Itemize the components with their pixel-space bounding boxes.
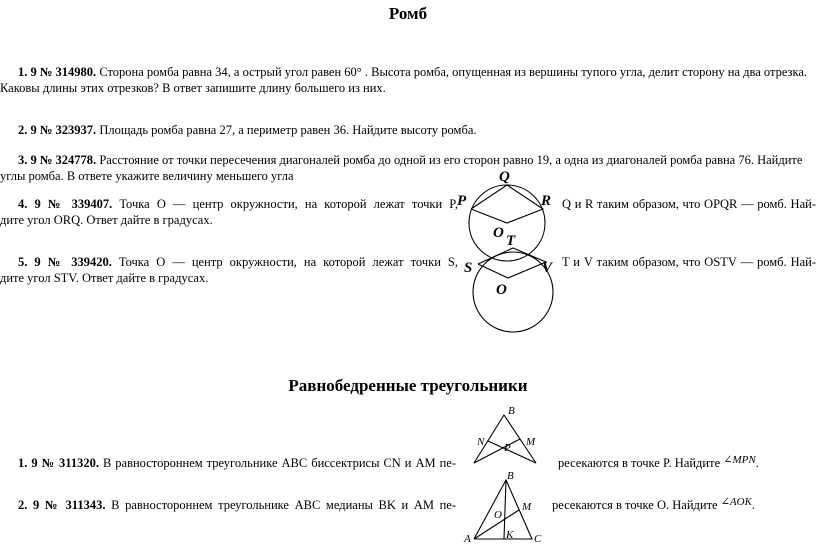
label-b: B [507,470,514,482]
problem-text: ресекаются в точке O. Найдите [552,498,718,512]
label-m: M [526,436,536,448]
label-a: A [464,533,471,545]
problem-number: 2. 9 № 311343. [18,498,106,512]
problem-s2-1-right [558,455,816,473]
figure-triangle-bisectors [470,405,550,467]
label-n: N [477,436,485,448]
problem-s2-2-right [552,497,816,515]
problem-s2-2 [18,497,456,514]
problem-1 [18,64,816,81]
label-t: T [506,233,516,249]
angle-expression: ∠MPN [723,454,756,466]
problem-3-line2: углы ромба. В ответе укажите величину меньшего угла [0,169,294,183]
problem-2 [18,122,798,139]
label-o: O [493,225,504,241]
problem-text: Точка O — центр окружности, на которой лежат точки P, [119,197,458,211]
problem-5-right: T и V таким образом, что OSTV — ромб. Най- [562,255,816,269]
figure-triangle-medians [462,468,552,545]
problem-number: 1. 9 № 311320. [18,456,99,470]
problem-number: 1. 9 № 314980. [18,65,97,79]
label-r: R [541,193,552,209]
problem-text: Расстояние от точки пересечения диагоналей ромба до одной из его сторон равно 19, а одна из диагоналей ромба равна 76. Найдите [99,153,803,167]
label-o: O [494,509,502,521]
label-c: C [534,533,542,545]
figure-rhombus-ostv [460,232,560,342]
problem-text: Точка O — центр окружности, на которой лежат точки S, [118,255,459,269]
problem-4-right: Q и R таким образом, что OPQR — ромб. Най- [562,197,816,211]
label-m: M [522,501,532,513]
problem-text: В равностороннем треугольнике ABC медианы BK и AM пе- [111,498,456,512]
label-b: B [508,405,515,417]
label-k: K [506,529,514,541]
label-s: S [464,260,473,276]
label-o: O [496,282,507,298]
problem-3 [18,152,816,169]
label-v: V [542,260,553,276]
problem-4-line2: дите угол ORQ. Ответ дайте в градусах. [0,213,213,227]
problem-s2-1 [18,455,456,472]
period: . [755,456,759,470]
section-title-isosceles: Равнобедренные треугольники [288,376,528,395]
problem-text: В равностороннем треугольнике ABC биссектрисы CN и AM пе- [102,456,457,470]
period: . [751,498,756,512]
problem-text: Сторона ромба равна 34, а острый угол равен 60° . Высота ромба, опущенная из вершины тупого угла, делит сторону на два отрезка. [99,65,808,79]
section-title-rhombus: Ромб [388,4,428,23]
label-p: P [504,442,511,454]
problem-text: ресекаются в точке P. Найдите [558,456,721,470]
label-q: Q [499,169,510,185]
problem-number: 2. 9 № 323937. [18,123,97,137]
problem-number: 5. 9 № 339420. [18,255,112,269]
problem-text: Площадь ромба равна 27, а периметр равен 36. Найдите высоту ромба. [99,123,477,137]
problem-4 [18,196,458,213]
problem-number: 3. 9 № 324778. [18,153,97,167]
problem-1-line2: Каковы длины этих отрезков? В ответ запишите длину большего из них. [0,81,386,95]
problem-5-line2: дите угол STV. Ответ дайте в градусах. [0,271,209,285]
problem-5 [18,254,458,271]
label-p: P [457,193,467,209]
problem-number: 4. 9 № 339407. [18,197,113,211]
angle-expression: ∠AOK [720,496,752,508]
